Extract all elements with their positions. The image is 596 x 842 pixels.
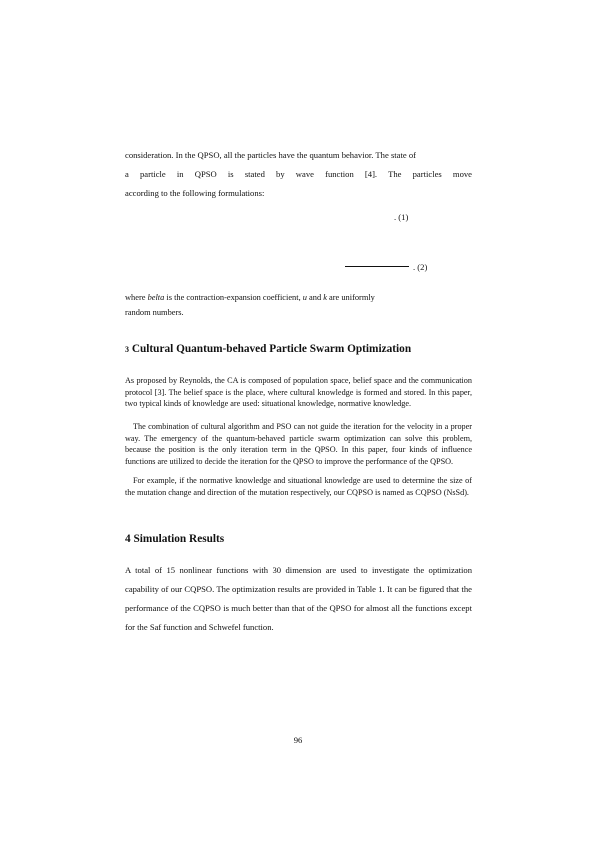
def-k: k xyxy=(323,293,327,302)
section-4-heading xyxy=(125,533,224,545)
section-4-number: 4 xyxy=(125,533,131,545)
equation-1-label: . (1) xyxy=(394,212,409,222)
section-4-title: Simulation Results xyxy=(133,533,225,545)
section-3-paragraph-1: As proposed by Reynolds, the CA is composed of population space, belief space and the communication protocol [3]. The belief space is the place, where cultural knowledge is formed and stored. In this paper, two typical kinds of knowledge are used: situational knowledge, normative knowledge. xyxy=(125,376,472,409)
section-3-title: Cultural Quantum-behaved Particle Swarm Optimization xyxy=(131,343,412,355)
def-prefix: where xyxy=(125,293,148,302)
intro-paragraph xyxy=(125,146,472,203)
variable-definition xyxy=(125,290,472,320)
def-u: u xyxy=(302,293,307,302)
section-4-paragraph: A total of 15 nonlinear functions with 30 dimension are used to investigate the optimization capability of our CQPSO. The optimization results are provided in Table 1. It can be figured that the performance of the CQPSO is much better than that of the QPSO for almost all the functions except for the Saf function and Schwefel function. xyxy=(125,565,472,632)
def-suffix: are uniformly xyxy=(326,293,375,302)
def-beta: belta xyxy=(147,293,165,302)
variable-definition-line-1 xyxy=(125,290,472,305)
intro-line-2: a particle in QPSO is stated by wave function [4]. The particles move xyxy=(125,169,472,179)
equation-2-fraction-bar xyxy=(345,266,409,267)
def-mid: is the contraction-expansion coefficient, xyxy=(164,293,303,302)
section-3-heading xyxy=(125,343,411,355)
intro-line-3: according to the following formulations: xyxy=(125,188,265,198)
section-3-paragraph-3: For example, if the normative knowledge and situational knowledge are used to determine the size of the mutation change and direction of the mutation respectively, our CQPSO is named as CQPSO (NsSd). xyxy=(125,476,472,497)
intro-line-1: consideration. In the QPSO, all the particles have the quantum behavior. The state of xyxy=(125,150,416,160)
section-3-paragraph-2: The combination of cultural algorithm and PSO can not guide the iteration for the velocity in a proper way. The emergency of the quantum-behaved particle swarm optimization can solve this problem, because the position is the only iteration term in the QPSO. In this paper, four kinds of influence functions are utilized to decide the iteration for the QPSO to improve the performance of the QPSO. xyxy=(125,422,472,467)
page-number: 96 xyxy=(293,735,303,745)
variable-definition-line-2: random numbers. xyxy=(125,308,184,317)
section-3-number: 3 xyxy=(125,345,129,354)
equation-2-label: . (2) xyxy=(413,262,428,272)
def-and: and xyxy=(306,293,324,302)
